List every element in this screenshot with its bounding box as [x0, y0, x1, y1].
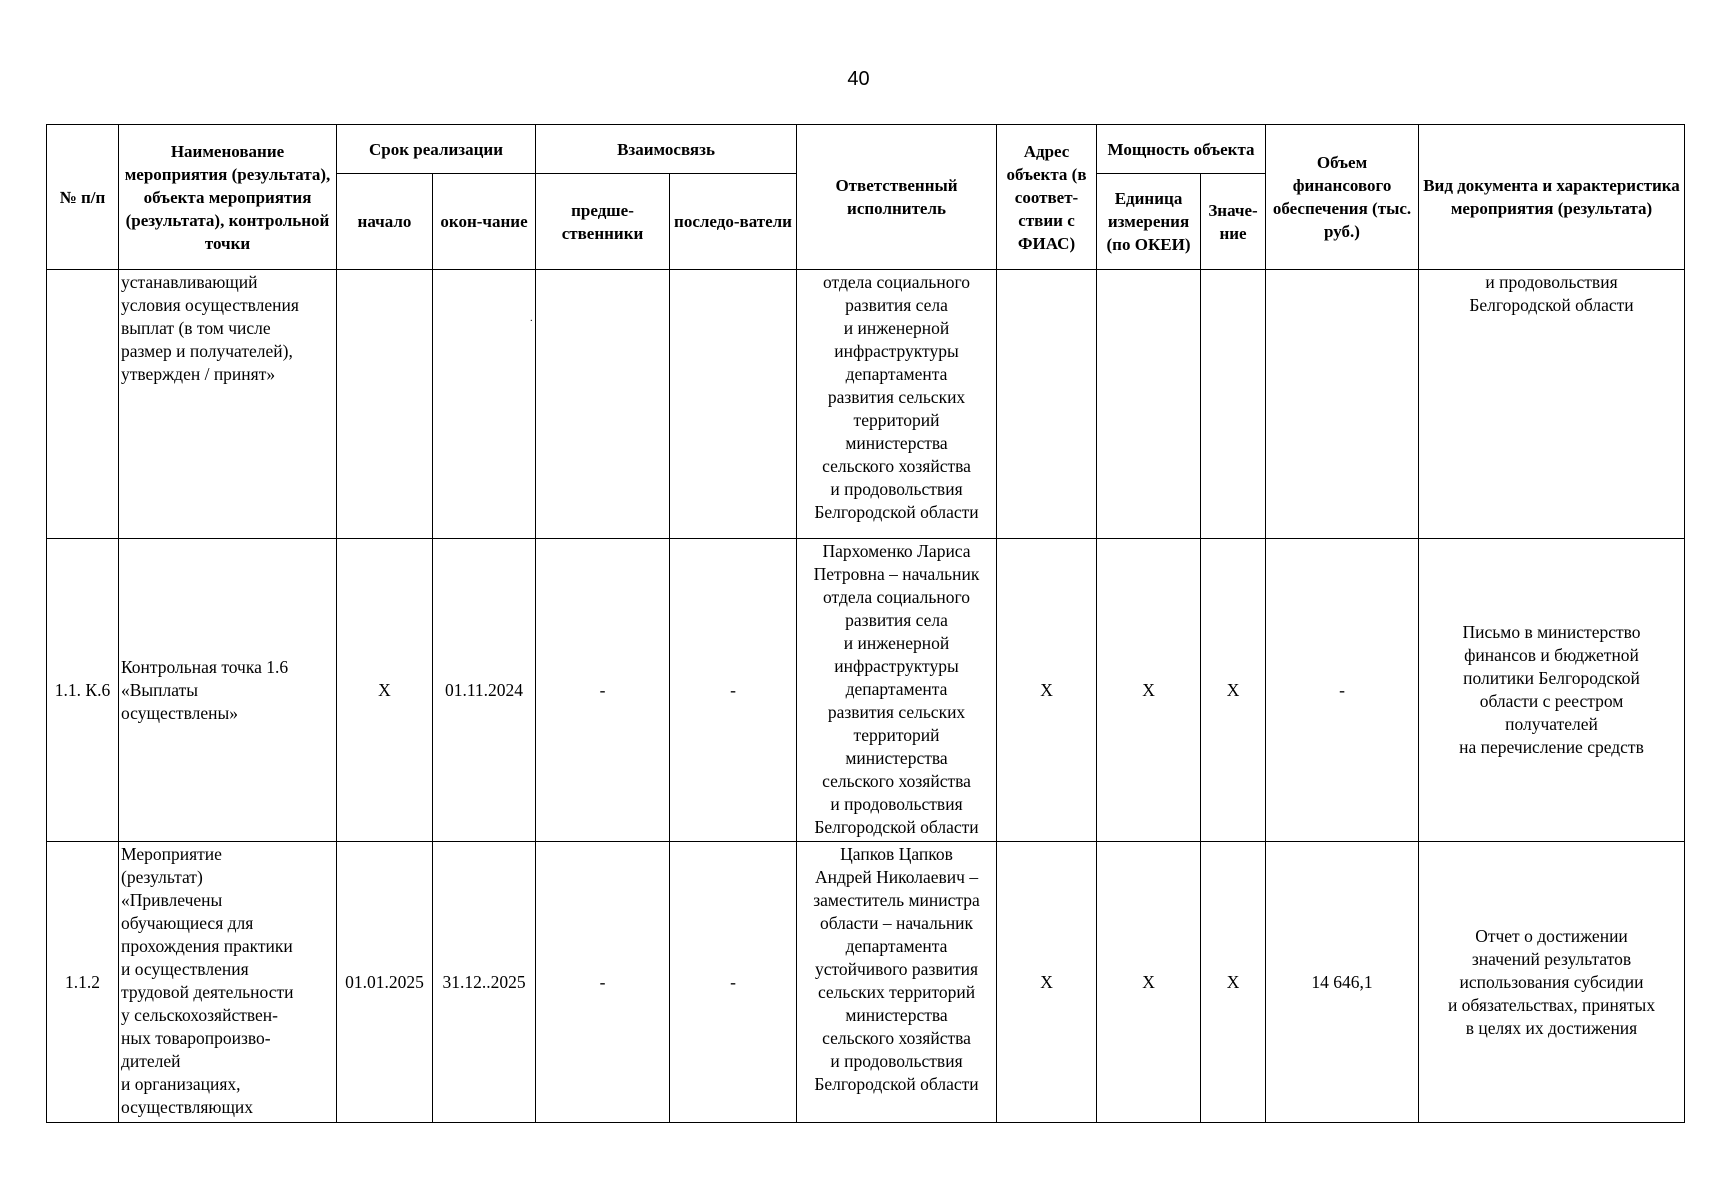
doc-line: Письмо в министерство: [1462, 622, 1641, 642]
cell-predecessors: [536, 270, 670, 539]
cell-start: X: [337, 539, 433, 842]
doc-line: Белгородской области: [1469, 295, 1634, 315]
executor-line: департамента: [845, 679, 948, 699]
doc-line: и обязательствах, принятых: [1447, 994, 1656, 1015]
executor-line: Белгородской области: [814, 817, 979, 837]
cell-end: 31.12..2025: [433, 842, 536, 1123]
doc-line: на перечисление средств: [1459, 737, 1644, 757]
header-successors: последо-ватели: [670, 174, 797, 270]
cell-value: X: [1201, 842, 1266, 1123]
cell-name: [119, 270, 337, 539]
executor-line: и инженерной: [843, 318, 950, 338]
doc-line: и продовольствия: [1485, 272, 1618, 292]
executor-line: и продовольствия: [830, 794, 963, 814]
doc-line: финансов и бюджетной: [1464, 645, 1639, 665]
table-header-row: [47, 125, 1685, 174]
doc-line: области с реестром: [1479, 691, 1624, 711]
cell-unit: X: [1097, 842, 1201, 1123]
header-doc: Вид документа и характеристика мероприятия (результата): [1419, 125, 1685, 270]
executor-line: сельского хозяйства: [822, 771, 971, 791]
header-unit: Единица измерения (по ОКЕИ): [1097, 174, 1201, 270]
executor-line: отдела социального: [823, 587, 970, 607]
cell-address: X: [997, 539, 1097, 842]
header-capacity: Мощность объекта: [1097, 125, 1266, 174]
header-end: окон-чание: [433, 174, 536, 270]
executor-line: Белгородской области: [814, 1074, 979, 1094]
cell-num: 1.1.2: [47, 842, 119, 1123]
executor-line: развития сельских: [827, 387, 966, 407]
cell-executor: [797, 842, 997, 1123]
executor-line: территорий: [853, 725, 940, 745]
header-name: Наименование мероприятия (результата), объекта мероприятия (результата), контрольной точки: [119, 125, 337, 270]
executor-line: департамента: [845, 936, 948, 956]
header-num: № п/п: [47, 125, 119, 270]
doc-line: использования субсидии: [1459, 971, 1644, 992]
cell-successors: -: [670, 539, 797, 842]
header-relation: Взаимосвязь: [536, 125, 797, 174]
executor-line: области – начальник: [819, 913, 974, 933]
header-executor: Ответственный исполнитель: [797, 125, 997, 270]
header-funding: Объем финансового обеспечения (тыс. руб.): [1266, 125, 1419, 270]
cell-end: 01.11.2024: [433, 539, 536, 842]
cell-doc: [1419, 539, 1685, 842]
name-line: размер и получателей),: [121, 341, 293, 361]
executor-line: территорий: [853, 410, 940, 430]
cell-funding: -: [1266, 539, 1419, 842]
executor-line: и продовольствия: [830, 1051, 963, 1071]
doc-line: получателей: [1505, 714, 1598, 734]
name-line: утвержден / принят»: [121, 364, 276, 384]
name-line: трудовой деятельности: [121, 982, 294, 1002]
name-line: «Выплаты: [121, 679, 198, 700]
doc-line: политики Белгородской: [1463, 668, 1640, 688]
executor-line: заместитель министра: [813, 890, 980, 910]
cell-value: X: [1201, 539, 1266, 842]
cell-doc: [1419, 842, 1685, 1123]
executor-line: инфраструктуры: [834, 656, 959, 676]
name-line: ных товаропроизво-: [121, 1028, 271, 1048]
name-line: (результат): [121, 867, 203, 887]
cell-num: [47, 270, 119, 539]
name-line: осуществляющих: [121, 1097, 254, 1117]
header-value: Значе-ние: [1201, 174, 1266, 270]
name-line: дителей: [121, 1051, 181, 1071]
cell-name: [119, 539, 337, 842]
scan-mark: ·: [529, 316, 534, 327]
name-line: устанавливающий: [121, 272, 258, 292]
cell-start: [337, 270, 433, 539]
cell-address: X: [997, 842, 1097, 1123]
executor-line: Цапков Цапков: [840, 844, 953, 864]
executor-line: развития села: [845, 295, 948, 315]
cell-funding: 14 646,1: [1266, 842, 1419, 1123]
cell-funding: [1266, 270, 1419, 539]
executor-line: развития сельских: [827, 702, 966, 722]
name-line: выплат (в том числе: [121, 318, 271, 338]
name-line: и организациях,: [121, 1074, 241, 1094]
executor-line: департамента: [845, 364, 948, 384]
executor-line: Белгородской области: [814, 502, 979, 522]
executor-line: инфраструктуры: [834, 341, 959, 361]
cell-value: [1201, 270, 1266, 539]
header-period: Срок реализации: [337, 125, 536, 174]
executor-line: Андрей Николаевич –: [814, 867, 979, 887]
executor-line: Петровна – начальник: [813, 564, 980, 584]
plan-table: [46, 124, 1685, 1123]
executor-line: министерства: [845, 433, 948, 453]
name-line: и осуществления: [121, 959, 249, 979]
name-line: осуществлены»: [121, 702, 238, 723]
cell-predecessors: -: [536, 842, 670, 1123]
header-predecessors: предше-ственники: [536, 174, 670, 270]
executor-line: Пархоменко Лариса: [822, 541, 971, 561]
name-line: Мероприятие: [121, 844, 222, 864]
cell-unit: X: [1097, 539, 1201, 842]
table-row: [47, 270, 1685, 539]
name-line: обучающиеся для: [121, 913, 254, 933]
executor-line: и инженерной: [843, 633, 950, 653]
cell-end: [433, 270, 536, 539]
header-address: Адрес объекта (в соответ-ствии с ФИАС): [997, 125, 1097, 270]
doc-line: Отчет о достижении: [1475, 925, 1628, 946]
table-row: [47, 842, 1685, 1123]
cell-num: 1.1. К.6: [47, 539, 119, 842]
cell-doc: [1419, 270, 1685, 539]
executor-line: отдела социального: [823, 272, 970, 292]
cell-predecessors: -: [536, 539, 670, 842]
executor-line: сельского хозяйства: [822, 456, 971, 476]
header-start: начало: [337, 174, 433, 270]
executor-line: устойчивого развития: [814, 959, 979, 979]
name-line: условия осуществления: [121, 295, 299, 315]
cell-unit: [1097, 270, 1201, 539]
doc-line: значений результатов: [1471, 948, 1632, 969]
cell-executor: [797, 539, 997, 842]
cell-address: [997, 270, 1097, 539]
name-line: у сельскохозяйствен-: [121, 1005, 278, 1025]
table-row: [47, 539, 1685, 842]
doc-line: в целях их достижения: [1465, 1017, 1638, 1038]
cell-executor: [797, 270, 997, 539]
executor-line: развития села: [845, 610, 948, 630]
executor-line: министерства: [845, 1005, 948, 1025]
executor-line: сельского хозяйства: [822, 1028, 971, 1048]
cell-name: [119, 842, 337, 1123]
executor-line: сельских территорий: [817, 982, 976, 1002]
cell-start: 01.01.2025: [337, 842, 433, 1123]
name-line: Контрольная точка 1.6: [121, 656, 289, 677]
page-number: 40: [847, 68, 870, 90]
name-line: прохождения практики: [121, 936, 293, 956]
executor-line: министерства: [845, 748, 948, 768]
name-line: «Привлечены: [121, 890, 223, 910]
cell-successors: -: [670, 842, 797, 1123]
cell-successors: [670, 270, 797, 539]
executor-line: и продовольствия: [830, 479, 963, 499]
